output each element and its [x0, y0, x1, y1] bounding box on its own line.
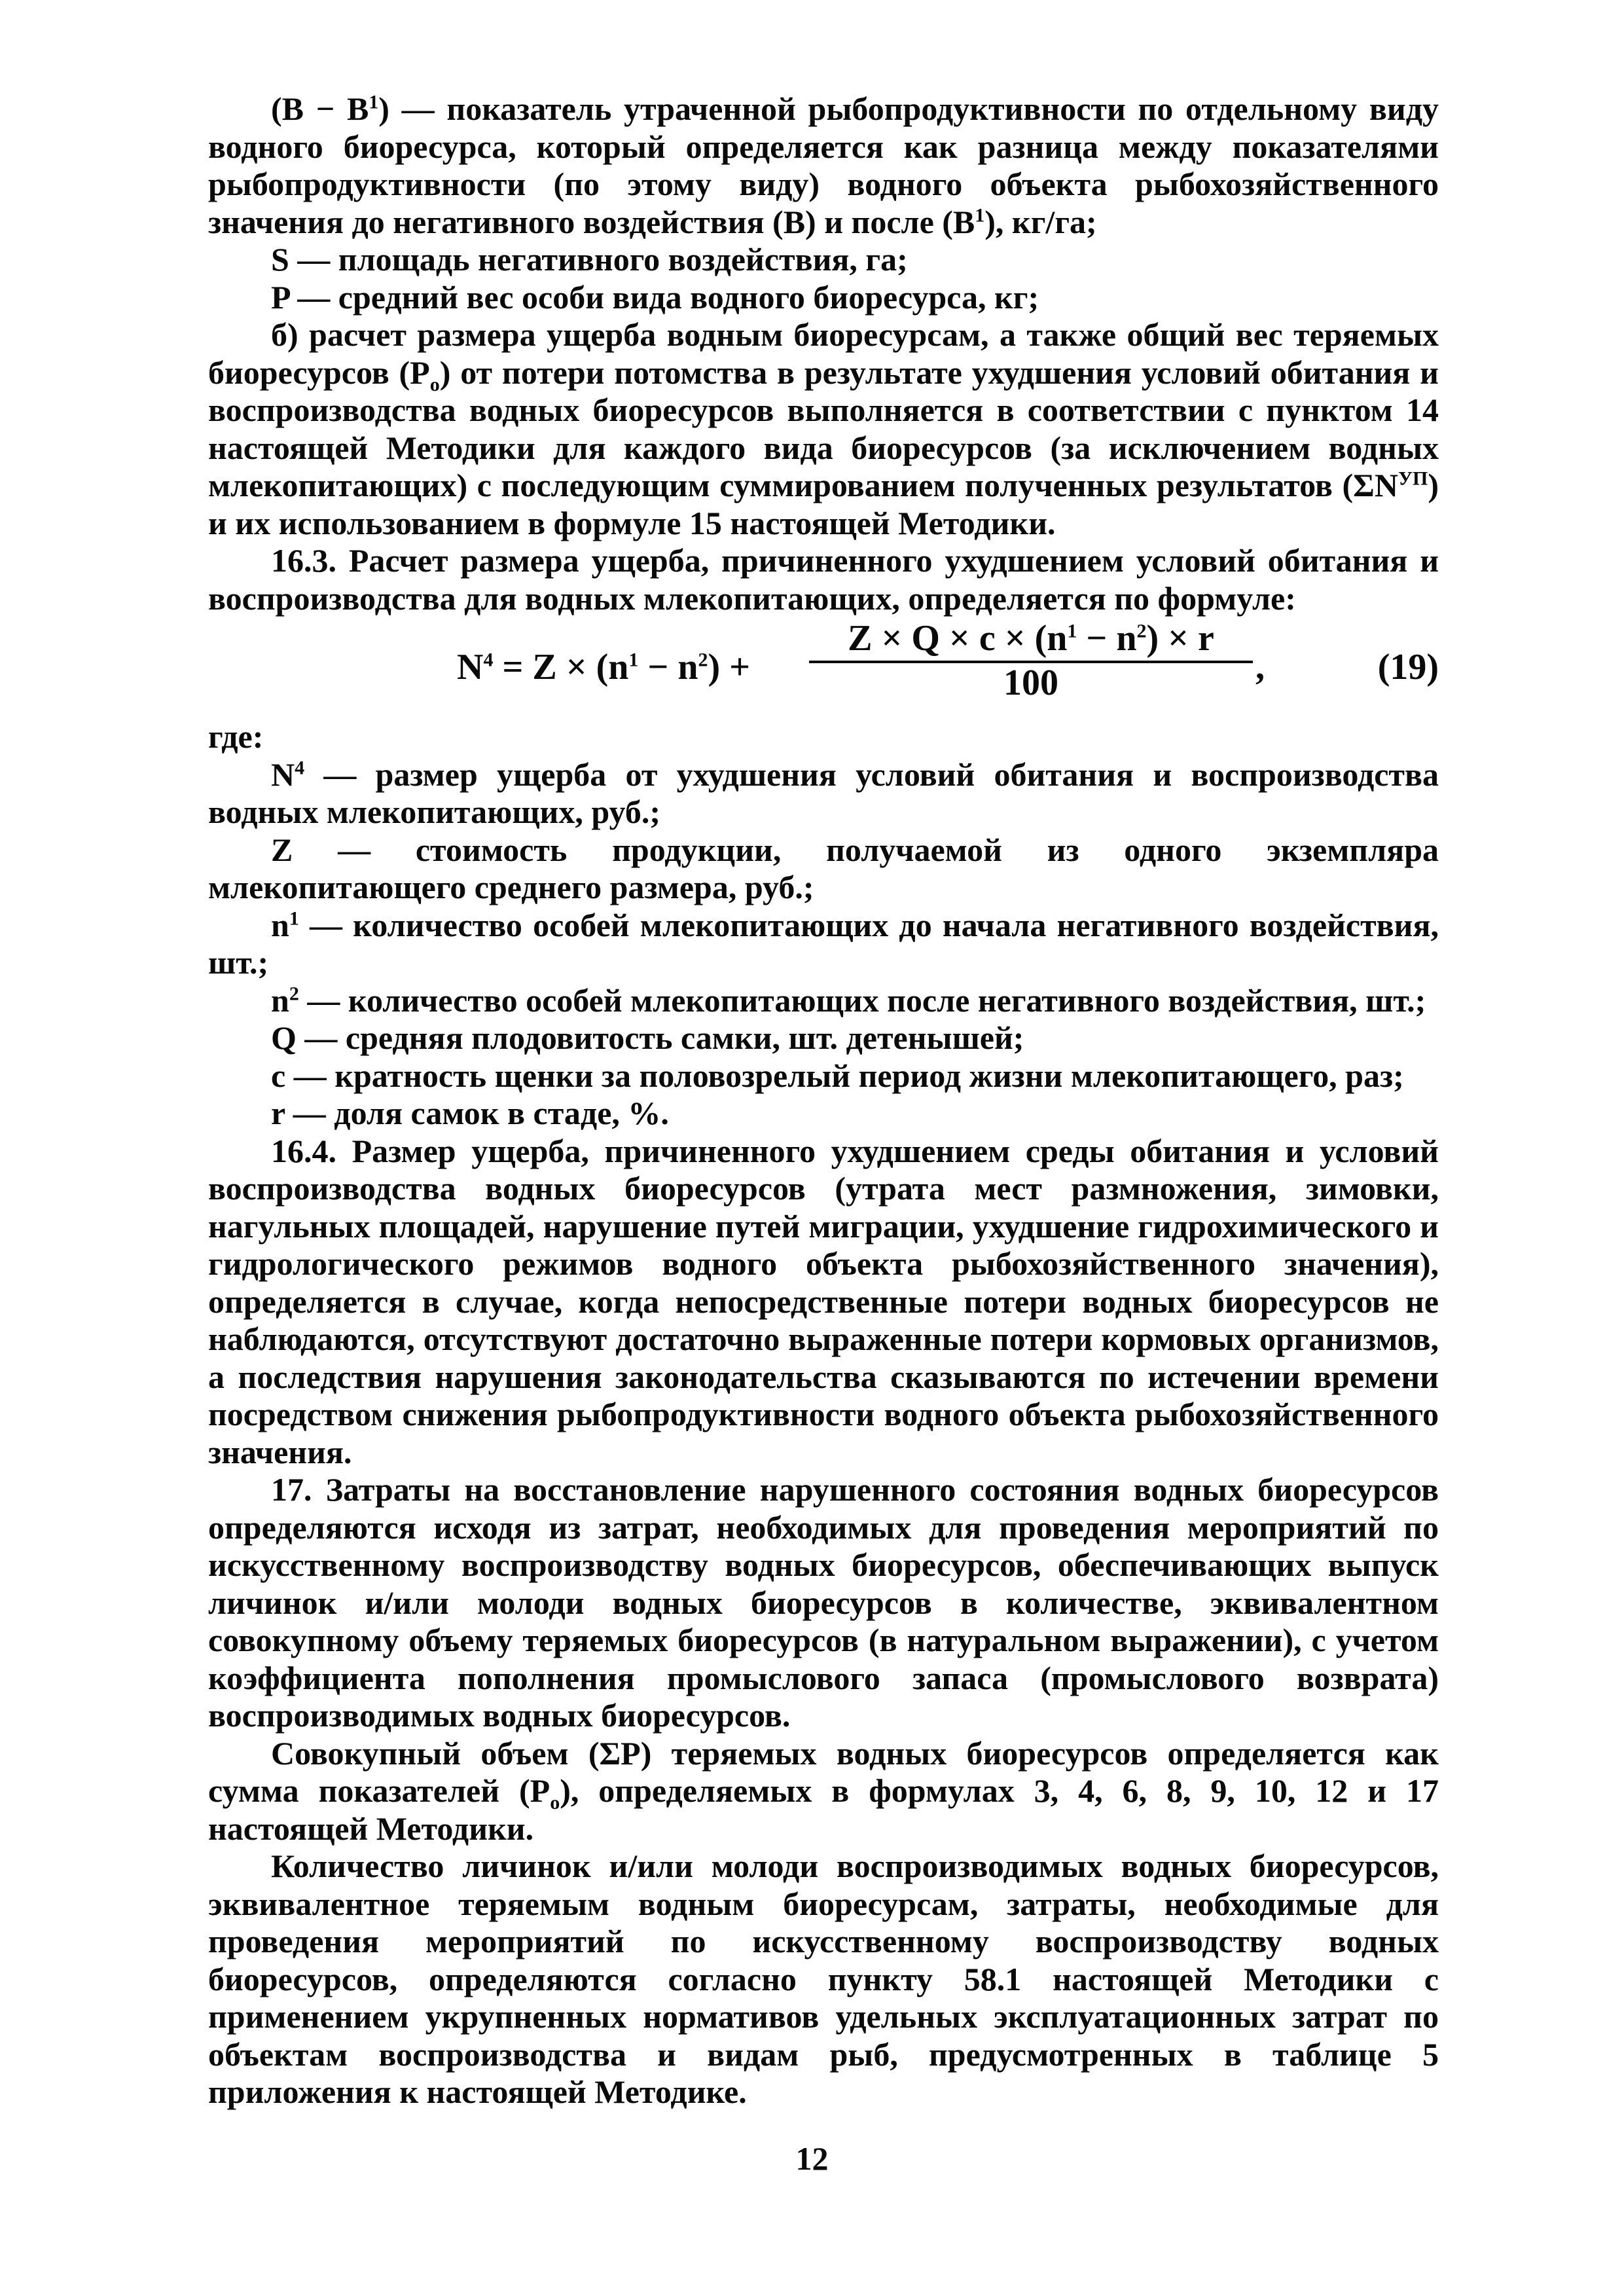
n1-definition: $n^1$ — количество особей млекопитающих до начала негативного воздействия, шт.; — [208, 906, 1439, 981]
paragraph-17: 17. Затраты на восстановление нарушенного состояния водных биоресурсов определяются исходя из затрат, необходимых для проведения мероприятий по искусственному воспроизводству водных биоресурсов, обеспечивающих выпуск личинок и/или молоди водных биоресурсов в количестве, эквивалентном совокупному объему теряемых биоресурсов (в натуральном выражении), с учетом коэффициента пополнения промыслового запаса (промыслового возврата) воспроизводимых водных биоресурсов. — [208, 1471, 1439, 1734]
formula-number: (19) — [1377, 647, 1439, 687]
formula-denominator: 100 — [1003, 662, 1058, 703]
n4-definition: $N^4$ — размер ущерба от ухудшения условий обитания и воспроизводства водных млекопитающих, руб.; — [208, 756, 1439, 830]
s-definition: S — площадь негативного воздействия, га; — [271, 241, 908, 278]
formula-fraction — [809, 620, 1253, 702]
q-definition: Q — средняя плодовитость самки, шт. детенышей; — [271, 1019, 1024, 1056]
z-definition: Z — стоимость продукции, получаемой из одного экземпляра млекопитающего среднего размера, руб.; — [208, 831, 1439, 905]
r-definition: r — доля самок в стаде, %. — [271, 1095, 669, 1131]
formula-lhs: $N^4 = Z \times (n^1 - n^2)$ + — [457, 647, 751, 687]
paragraph-b: б) расчет размера ущерба водным биоресурсам, а также общий вес теряемых биоресурсов $(P_о)$ от потери потомства в результате ухудшения условий обитания и воспроизводства водных биоресурсов выполняется в соответствии с пунктом 14 настоящей Методики для каждого вида биоресурсов (за исключением водных млекопитающих) с последующим суммированием полученных результатов $(\Sigma N^{УП})$ и их использованием в формуле 15 настоящей Методики. — [208, 316, 1439, 541]
c-definition: c — кратность щенки за половозрелый период жизни млекопитающего, раз; — [271, 1057, 1404, 1094]
formula-19 — [208, 620, 1439, 718]
paragraph-larvae-quantity: Количество личинок и/или молоди воспроизводимых водных биоресурсов, эквивалентное теряемым водным биоресурсам, затраты, необходимые для проведения мероприятий по искусственному воспроизводству водных биоресурсов, определяются согласно пункту 58.1 настоящей Методики с применением укрупненных нормативов удельных эксплуатационных затрат по объектам воспроизводства и видам рыб, предусмотренных в таблице 5 приложения к настоящей Методике. — [208, 1848, 1439, 2110]
formula-comma: , — [1255, 647, 1265, 687]
where-label: где: — [208, 718, 264, 755]
paragraph-total-volume: Совокупный объем (ΣP) теряемых водных биоресурсов определяется как сумма показателей $(P_о)$, определяемых в формулах 3, 4, 6, 8, 9, 10, 12 и 17 настоящей Методики. — [208, 1734, 1439, 1847]
b-difference-definition: $(B - B^1)$ — показатель утраченной рыбопродуктивности по отдельному виду водного биоресурса, который определяется как разница между показателями рыбопродуктивности (по этому виду) водного объекта рыбохозяйственного значения до негативного воздействия (B) и после $(B^1)$, кг/га; — [208, 90, 1439, 240]
paragraph-16-4: 16.4. Размер ущерба, причиненного ухудшением среды обитания и условий воспроизводства водных биоресурсов (утрата мест размножения, зимовки, нагульных площадей, нарушение путей миграции, ухудшение гидрохимического и гидрологического режимов водного объекта рыбохозяйственного значения), определяется в случае, когда непосредственные потери водных биоресурсов не наблюдаются, отсутствуют достаточно выраженные потери кормовых организмов, а последствия нарушения законодательства сказываются по истечении времени посредством снижения рыбопродуктивности водного объекта рыбохозяйственного значения. — [208, 1132, 1439, 1470]
page-number: 12 — [795, 2140, 829, 2177]
formula-numerator: $Z \times Q \times c \times (n^1 - n^2) \times r$ — [809, 620, 1253, 663]
n2-definition: $n^2$ — количество особей млекопитающих после негативного воздействия, шт.; — [271, 981, 1426, 1019]
document-page — [208, 90, 1439, 2111]
paragraph-16-3: 16.3. Расчет размера ущерба, причиненного ухудшением условий обитания и воспроизводства для водных млекопитающих, определяется по формуле: — [208, 542, 1439, 617]
p-definition: P — средний вес особи вида водного биоресурса, кг; — [271, 278, 1039, 316]
